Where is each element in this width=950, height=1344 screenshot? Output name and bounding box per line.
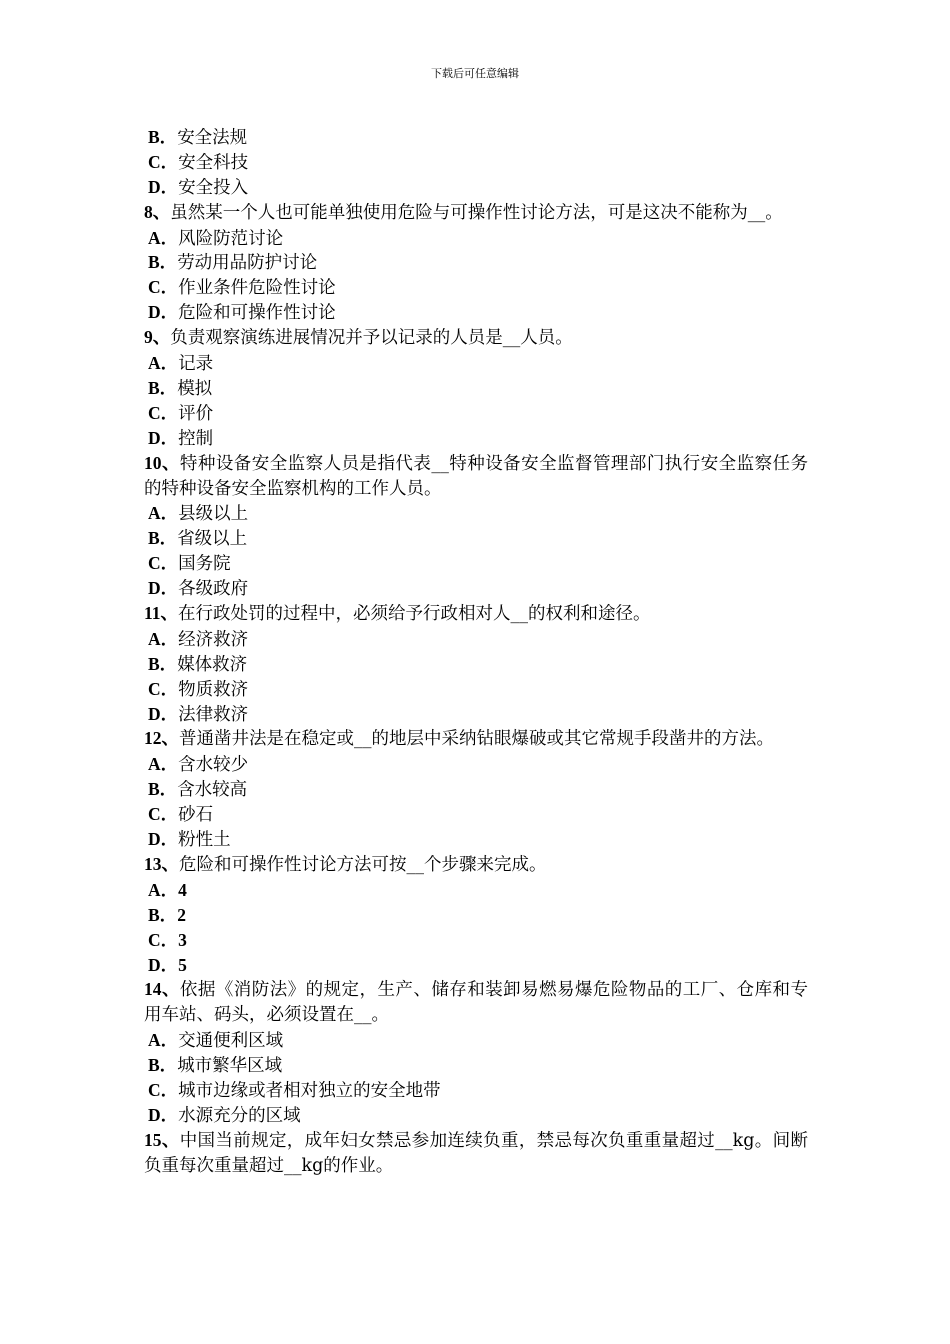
option-text: 控制	[178, 428, 214, 449]
option-item	[144, 351, 808, 376]
option-text: 危险和可操作性讨论	[178, 303, 336, 324]
option-item	[144, 802, 808, 827]
option-label: D．	[148, 703, 179, 724]
question-12	[144, 726, 808, 851]
option-label: B．	[148, 1055, 178, 1076]
option-text: 法律救济	[178, 704, 249, 725]
question-8	[144, 200, 808, 325]
option-label: A．	[148, 353, 179, 374]
option-text: 含水较少	[178, 755, 249, 776]
option-item	[144, 226, 808, 251]
option-item	[144, 627, 808, 652]
option-item	[144, 576, 808, 601]
question-stem	[144, 200, 808, 226]
question-9	[144, 325, 808, 450]
option-label: B．	[148, 653, 178, 674]
option-label: D．	[148, 954, 179, 975]
option-item	[144, 1053, 808, 1078]
option-text: 记录	[178, 354, 214, 375]
option-text: 媒体救济	[177, 654, 248, 675]
option-text: 交通便利区域	[178, 1031, 284, 1052]
question-15	[144, 1128, 808, 1179]
option-text: 国务院	[178, 554, 231, 575]
option-text: 安全科技	[178, 152, 249, 173]
question-number: 10、	[144, 452, 180, 473]
option-item	[144, 250, 808, 275]
option-label: C．	[148, 402, 179, 423]
question-text: 普通凿井法是在稳定或__的地层中采纳钻眼爆破或其它常规手段凿井的方法。	[179, 729, 774, 750]
option-text: 安全法规	[177, 128, 248, 148]
option-text: 3	[178, 929, 187, 950]
option-item	[144, 526, 808, 551]
option-item	[144, 551, 808, 576]
option-label: B．	[148, 779, 178, 800]
question-number: 9、	[144, 327, 171, 348]
option-text: 含水较高	[177, 780, 248, 801]
option-text: 砂石	[178, 805, 214, 826]
question-10	[144, 451, 808, 601]
option-label: B．	[148, 252, 178, 273]
question-number: 15、	[144, 1129, 180, 1150]
option-text: 安全投入	[178, 177, 249, 198]
option-label: A．	[148, 628, 179, 649]
question-text: 负责观察演练进展情况并予以记录的人员是__人员。	[170, 328, 573, 349]
question-number: 11、	[144, 602, 179, 623]
option-text: 作业条件危险性讨论	[178, 278, 336, 299]
option-label: A．	[148, 227, 179, 248]
option-label: A．	[148, 879, 179, 900]
option-label: C．	[148, 678, 179, 699]
question-number: 13、	[144, 853, 179, 874]
option-label: D．	[148, 829, 179, 850]
question-stem	[144, 726, 808, 752]
option-text: 4	[178, 879, 187, 900]
option-label: B．	[148, 127, 178, 147]
option-label: C．	[148, 804, 179, 825]
option-item	[144, 1103, 808, 1128]
option-text: 5	[178, 954, 187, 975]
question-text: 虽然某一个人也可能单独使用危险与可操作性讨论方法，可是这决不能称为__。	[170, 202, 783, 223]
option-label: A．	[148, 1030, 179, 1051]
question-stem	[144, 1128, 808, 1179]
exam-content	[144, 125, 808, 1179]
option-label: C．	[148, 929, 179, 950]
option-label: B．	[148, 904, 178, 925]
option-label: C．	[148, 553, 179, 574]
option-label: C．	[148, 277, 179, 298]
option-text: 模拟	[177, 378, 213, 399]
option-text: 县级以上	[178, 504, 249, 525]
option-text: 2	[177, 904, 186, 925]
option-text: 物质救济	[178, 679, 249, 700]
option-item	[144, 903, 808, 928]
option-label: B．	[148, 528, 178, 549]
option-item	[144, 953, 808, 978]
option-item	[144, 175, 808, 200]
option-item	[144, 275, 808, 300]
option-text: 水源充分的区域	[178, 1105, 301, 1126]
option-item	[144, 150, 808, 175]
question-text: 危险和可操作性讨论方法可按__个步骤来完成。	[179, 854, 547, 875]
option-text: 风险防范讨论	[178, 228, 284, 249]
option-label: D．	[148, 578, 179, 599]
option-text: 劳动用品防护讨论	[177, 253, 318, 274]
option-label: A．	[148, 754, 179, 775]
question-number: 14、	[144, 979, 180, 1000]
option-label: D．	[148, 302, 179, 323]
lead-options	[144, 125, 808, 200]
option-item	[144, 501, 808, 526]
option-text: 城市繁华区域	[177, 1056, 283, 1077]
option-text: 经济救济	[178, 629, 249, 650]
option-item	[144, 401, 808, 426]
option-item	[144, 426, 808, 451]
question-stem	[144, 325, 808, 351]
option-text: 粉性土	[178, 830, 231, 851]
option-label: D．	[148, 427, 179, 448]
question-stem	[144, 601, 808, 627]
option-item	[144, 300, 808, 325]
option-label: A．	[148, 503, 179, 524]
option-item	[144, 677, 808, 702]
question-text: 依据《消防法》的规定，生产、储存和装卸易燃易爆危险物品的工厂、仓库和专用车站、码头，必须设置在__。	[144, 980, 809, 1026]
question-text: 特种设备安全监察人员是指代表__特种设备安全监督管理部门执行安全监察任务的特种设备安全监察机构的工作人员。	[144, 453, 809, 499]
question-number: 8、	[144, 201, 171, 222]
question-14	[144, 977, 808, 1127]
option-text: 评价	[178, 403, 214, 424]
option-item	[144, 652, 808, 677]
option-item	[144, 827, 808, 852]
option-text: 省级以上	[177, 529, 248, 550]
question-stem	[144, 852, 808, 878]
question-text: 中国当前规定，成年妇女禁忌参加连续负重，禁忌每次负重重量超过__kg。间断负重每次重量超过__kg的作业。	[144, 1130, 808, 1176]
option-item	[144, 376, 808, 401]
page-header-note: 下载后可任意编辑	[431, 67, 519, 80]
option-item	[144, 1078, 808, 1103]
question-text: 在行政处罚的过程中，必须给予行政相对人__的权利和途径。	[178, 603, 651, 624]
question-11	[144, 601, 808, 726]
option-label: C．	[148, 1079, 179, 1100]
option-item	[144, 1028, 808, 1053]
option-item	[144, 878, 808, 903]
option-item	[144, 752, 808, 777]
option-label: D．	[148, 1104, 179, 1125]
question-stem	[144, 451, 808, 502]
option-item	[144, 928, 808, 953]
option-item	[144, 125, 808, 150]
option-label: C．	[148, 151, 179, 172]
option-text: 城市边缘或者相对独立的安全地带	[178, 1080, 441, 1101]
option-item	[144, 702, 808, 727]
option-label: D．	[148, 176, 179, 197]
question-stem	[144, 977, 808, 1028]
option-text: 各级政府	[178, 579, 249, 600]
question-13	[144, 852, 808, 977]
option-item	[144, 777, 808, 802]
question-number: 12、	[144, 728, 179, 749]
option-label: B．	[148, 377, 178, 398]
